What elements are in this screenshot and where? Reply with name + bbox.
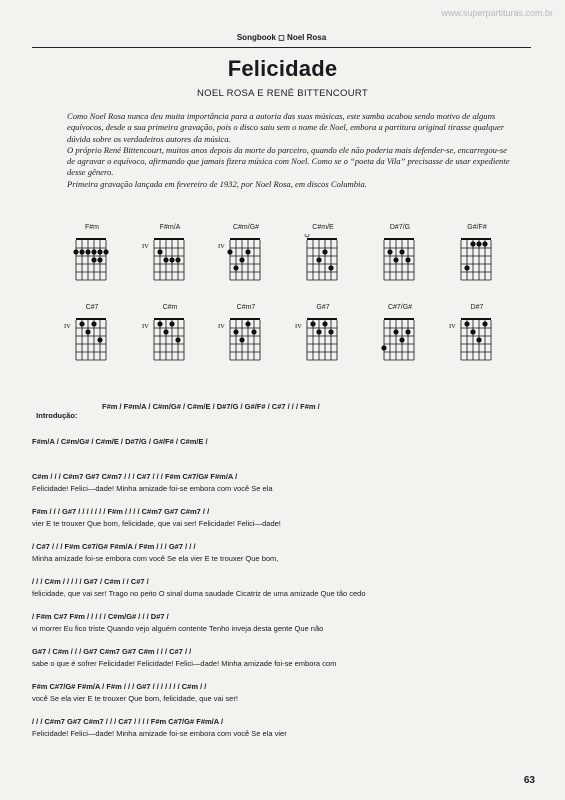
header-text: Songbook ◻ Noel Rosa: [236, 33, 327, 42]
intro-paragraph: Primeira gravação lançada em fevereiro de 1932, por Noel Rosa, em discos Columbia.: [67, 178, 367, 189]
chord-line: F#m C#7/G# F#m/A / F#m / / / G#7 / / / / / / / C#m / /: [32, 682, 207, 691]
finger-dot: [97, 249, 102, 254]
chord-name: C#7/G#: [387, 304, 413, 311]
lyric-line: sabe o que é sofrer Felicidade! Felicidade! Felici—dade! Minha amizade foi-se embora com: [32, 659, 337, 668]
introduction-chords-1: F#m / F#m/A / C#m/G# / C#m/E / D#7/G / G#/F# / C#7 / / / F#m /: [102, 402, 320, 411]
finger-dot: [163, 329, 168, 334]
finger-dot: [399, 249, 404, 254]
fret-position: IV: [295, 323, 302, 330]
finger-dot: [91, 249, 96, 254]
intro-paragraph: Como Noel Rosa nunca deu muita importância para a autoria das suas músicas, este samba acabou sendo motivo de alguns equívocos, desde a sua primeira gravação, pois o disco saiu sem o nome de Noel, embora a partitura original tirasse qualquer dúvida sobre os verdadeiros autores da música.: [67, 111, 505, 144]
lyric-line: felicidade, que vai ser! Trago no peito O sinal duma saudade Cicatriz de uma amizade Que tão cedo: [32, 589, 366, 598]
finger-dot: [316, 329, 321, 334]
finger-dot: [310, 321, 315, 326]
fret-position: IV: [449, 323, 456, 330]
chord-name: C#m/G#: [232, 224, 260, 231]
finger-dot: [251, 329, 256, 334]
chord-name: D#7/G: [389, 224, 411, 231]
finger-dot: [157, 249, 162, 254]
watermark: www.superpartituras.com.br: [441, 8, 553, 18]
finger-dot: [482, 241, 487, 246]
finger-dot: [476, 241, 481, 246]
finger-dot: [97, 337, 102, 342]
finger-dot: [91, 321, 96, 326]
introduction-line-1: [32, 402, 320, 429]
finger-dot: [227, 249, 232, 254]
chord-grid-svg: [293, 234, 353, 284]
chord-name: G#/F#: [467, 224, 487, 231]
finger-dot: [103, 249, 108, 254]
finger-dot: [169, 257, 174, 262]
finger-dot: [79, 321, 84, 326]
chord-name: C#m/E: [312, 224, 334, 231]
page-number: 63: [523, 775, 535, 786]
finger-dot: [233, 265, 238, 270]
finger-dot: [387, 249, 392, 254]
finger-dot: [381, 345, 386, 350]
fret-position: IV: [142, 323, 149, 330]
chord-line: / F#m C#7 F#m / / / / / C#m/G# / / / D#7 /: [32, 612, 169, 621]
chord-name: D#7: [470, 304, 484, 311]
finger-dot: [239, 337, 244, 342]
finger-dot: [157, 321, 162, 326]
page-header: [32, 33, 531, 48]
chord-line: / C#7 / / / F#m C#7/G# F#m/A / F#m / / / G#7 / / /: [32, 542, 196, 551]
lyric-line: Minha amizade foi-se embora com você Se ela vier E te trouxer Que bom,: [32, 554, 279, 563]
finger-dot: [175, 257, 180, 262]
finger-dot: [470, 241, 475, 246]
finger-dot: [393, 329, 398, 334]
finger-dot: [233, 329, 238, 334]
lyric-line: vi morrer Eu fico triste Quando vejo alguém contente Tenho inveja desta gente Que não: [32, 624, 324, 633]
introduction-line-2: [32, 437, 208, 455]
finger-dot: [470, 329, 475, 334]
chord-line: C#m / / / C#m7 G#7 C#m7 / / / C#7 / / / F#m C#7/G# F#m/A /: [32, 472, 238, 481]
finger-dot: [393, 257, 398, 262]
fret-position: IV: [142, 243, 149, 250]
chord-line: / / / C#m7 G#7 C#m7 / / / C#7 / / / / F#m C#7/G# F#m/A /: [32, 717, 224, 726]
intro-paragraph: O próprio René Bittencourt, muitos anos depois da morte do parceiro, quando ele não poderia mais defender-se, encarregou-se de agravar o equívoco, afirmando que jamais fizera música com Noel. Como se o “poeta da Vila” precisasse de usar expediente desse gênero.: [67, 144, 510, 178]
chord-grid-svg: [293, 314, 353, 364]
chord-name: F#m/A: [159, 224, 181, 231]
finger-dot: [85, 329, 90, 334]
chord-name: C#7: [85, 304, 99, 311]
finger-dot: [239, 257, 244, 262]
chord-grid-svg: [447, 314, 507, 364]
finger-dot: [97, 257, 102, 262]
chord-grid-svg: [62, 234, 122, 284]
finger-dot: [79, 249, 84, 254]
chord-line: G#7 / C#m / / / G#7 C#m7 G#7 C#m / / / C#7 / /: [32, 647, 192, 656]
chord-grid-svg: [140, 234, 200, 284]
chord-grid-svg: [447, 234, 507, 284]
finger-dot: [316, 257, 321, 262]
finger-dot: [476, 337, 481, 342]
finger-dot: [405, 329, 410, 334]
finger-dot: [175, 337, 180, 342]
finger-dot: [464, 321, 469, 326]
song-authors: NOEL ROSA E RENÉ BITTENCOURT: [197, 88, 368, 99]
finger-dot: [328, 265, 333, 270]
finger-dot: [245, 321, 250, 326]
finger-dot: [328, 329, 333, 334]
lyric-line: vier E te trouxer Que bom, felicidade, que vai ser! Felicidade! Felici—dade!: [32, 519, 281, 528]
chord-grid-svg: [216, 234, 276, 284]
finger-dot: [322, 321, 327, 326]
finger-dot: [85, 249, 90, 254]
lyric-line: Felicidade! Felici—dade! Minha amizade foi-se embora com você Se ela: [32, 484, 273, 493]
fret-position: IV: [218, 243, 225, 250]
intro-text: [67, 111, 517, 190]
finger-dot: [73, 249, 78, 254]
chord-grid-svg: [62, 314, 122, 364]
open-string-marker: [305, 234, 309, 237]
chord-grid-svg: [140, 314, 200, 364]
fret-position: IV: [64, 323, 71, 330]
introduction-label: Introdução:: [36, 411, 78, 420]
chord-name: C#m7: [236, 304, 256, 311]
finger-dot: [91, 257, 96, 262]
introduction-chords-2: F#m/A / C#m/G# / C#m/E / D#7/G / G#/F# / C#m/E /: [32, 437, 208, 446]
finger-dot: [245, 249, 250, 254]
chord-name: F#m: [85, 224, 99, 231]
chord-grid-svg: [370, 314, 430, 364]
finger-dot: [322, 249, 327, 254]
finger-dot: [482, 321, 487, 326]
finger-dot: [399, 337, 404, 342]
finger-dot: [169, 321, 174, 326]
finger-dot: [464, 265, 469, 270]
lyric-line: você Se ela vier E te trouxer Que bom, felicidade, que vai ser!: [32, 694, 238, 703]
chord-grid-svg: [370, 234, 430, 284]
finger-dot: [405, 257, 410, 262]
chord-name: C#m: [162, 304, 178, 311]
lyric-line: Felicidade! Felici—dade! Minha amizade foi-se embora com você Se ela vier: [32, 729, 287, 738]
chord-line: F#m / / / G#7 / / / / / / / F#m / / / / C#m7 G#7 C#m7 / /: [32, 507, 210, 516]
finger-dot: [163, 257, 168, 262]
fret-position: IV: [218, 323, 225, 330]
chord-name: G#7: [316, 304, 330, 311]
chord-line: / / / C#m / / / / / G#7 / C#m / / C#7 /: [32, 577, 149, 586]
song-title: Felicidade: [227, 56, 338, 81]
chord-grid-svg: [216, 314, 276, 364]
